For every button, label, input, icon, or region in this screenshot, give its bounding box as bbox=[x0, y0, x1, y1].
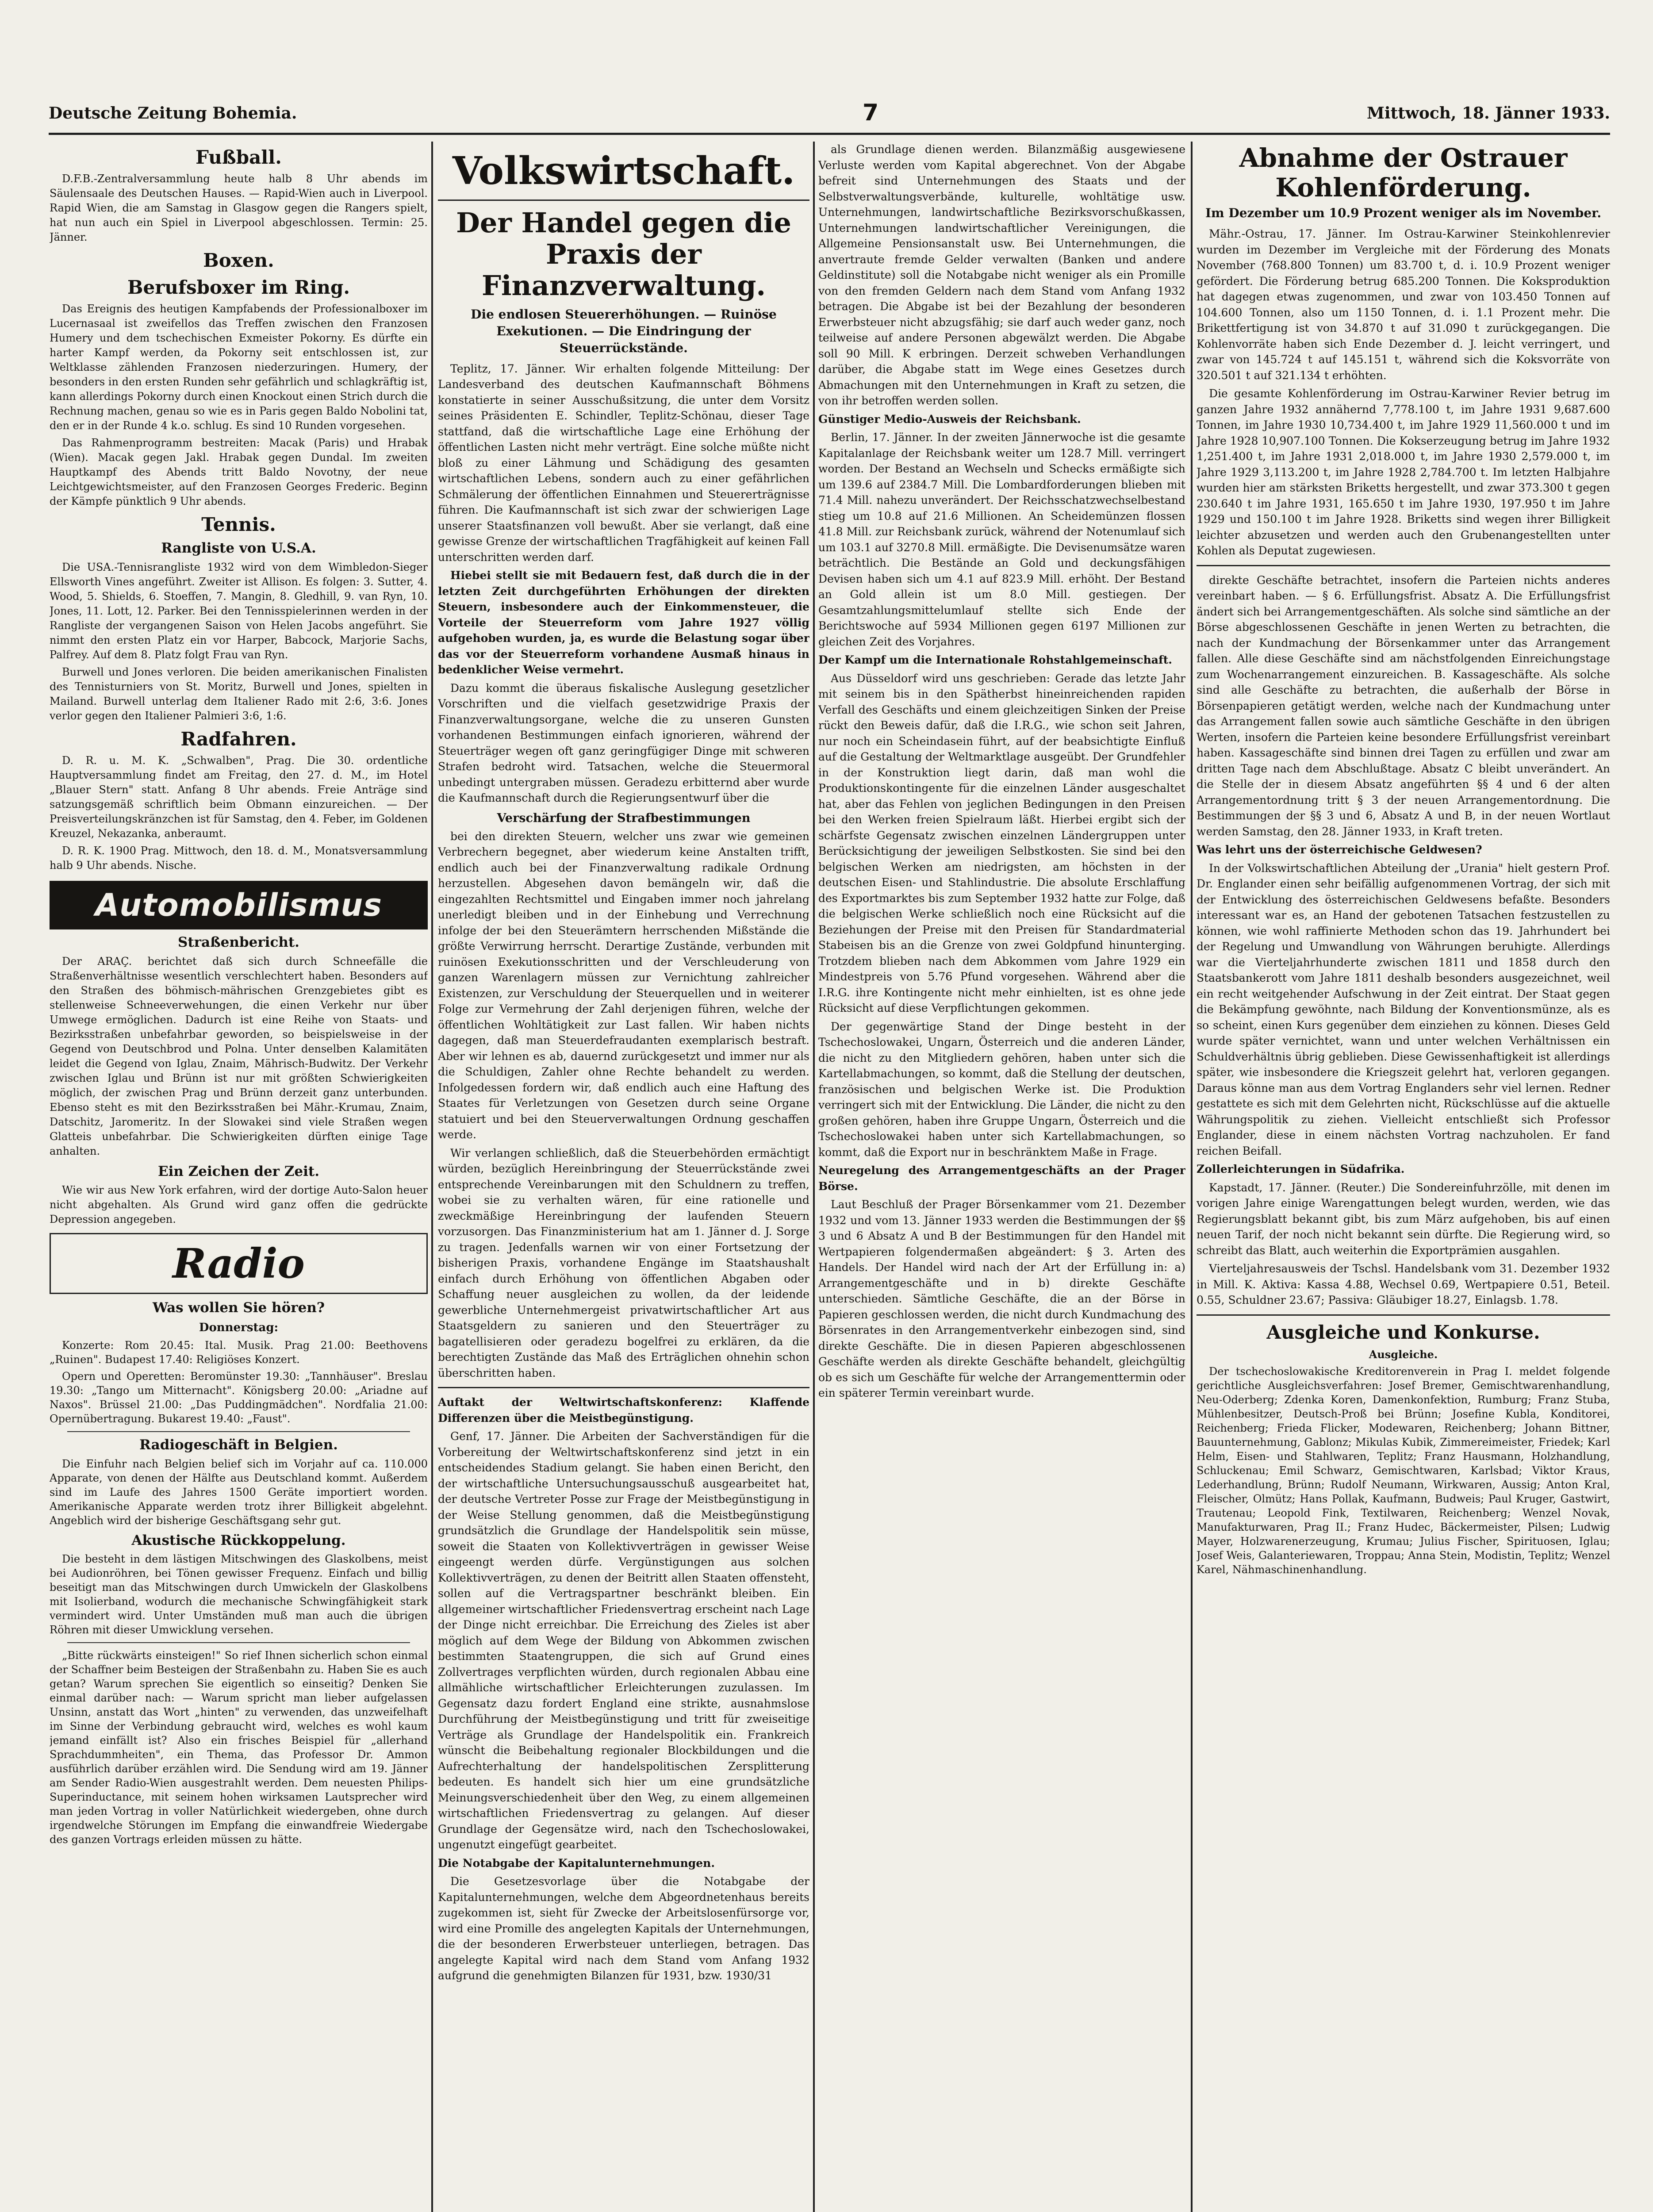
headline-notabgabe: Die Notabgabe der Kapitalunternehmungen. bbox=[438, 1856, 715, 1870]
headline-rangliste: Rangliste von U.S.A. bbox=[161, 540, 316, 557]
article-body: Der gegenwärtige Stand der Dinge besteht in der Tschechoslowakei, Ungarn, Österreich und die anderen Länder, die nicht zu den Mitgliedern gehören, haben unter sich die Kartellabmachungen, so kommt, daß die Stellung der deutschen, französischen und belgischen Werke ist. Die Produktion verringert sich mit der Entwicklung. Die Länder, die nicht zu den großen gehören, haben ihre Gruppe Ungarn, Österreich und die Tschechoslowakei haben unter sich Kartellabmachungen, so kommt, daß die Export nur in beschränktem Maße in Frage. bbox=[818, 1020, 1185, 1159]
section-divider bbox=[438, 200, 809, 201]
article-zeichen-der-zeit: Wie wir aus New York erfahren, wird der dortige Auto-Salon heuer nicht abgehalten. Als Grund wird ganz offen die gedrückte Depression angegeben. bbox=[50, 1184, 428, 1226]
article-body: Der tschechoslowakische Kreditorenverein in Prag I. meldet folgende gerichtliche Ausgleichsverfahren: Josef Bremer, Gemischtwarenhandlung, Neu-Oderberg; Zdenka Koren, Damenkonfektion, Rumburg; Franz Stuba, Mühlenbesitzer, Deutsch-Proß bei Brünn; Josefine Kubla, Konditorei, Reichenberg; Frieda Flicker, Modewaren, Reichenberg; Johann Bittner, Bauunternehmung, Gablonz; Mikulas Kubik, Zimmereimeister, Friedek; Karl Helm, Eisen- und Stahlwaren, Teplitz; Franz Hausmann, Holzhandlung, Schluckenau; Emil Schwarz, Gemischtwaren, Karlsbad; Viktor Kraus, Lederhandlung, Brünn; Rudolf Neumann, Wirkwaren, Aussig; Anton Kral, Fleischer, Olmütz; Hans Pollak, Kaufmann, Budweis; Paul Kruger, Gastwirt, Trautenau; Leopold Fink, Textilwaren, Reichenberg; Wenzel Novak, Manufakturwaren, Prag II.; Franz Hudec, Bäckermeister, Pilsen; Ludwig Mayer, Holzwarenerzeugung, Krumau; Julius Fischer, Spirituosen, Iglau; Josef Weis, Galanteriewaren, Troppau; Anna Stein, Modistin, Teplitz; Wenzel Karel, Nähmaschinenhandlung. bbox=[1197, 1365, 1610, 1576]
article-body: Die Gesetzesvorlage über die Notabgabe der Kapitalunternehmungen, welche dem Abgeordnetenhaus bereits zugekommen ist, sieht für Zwecke der Arbeitslosenfürsorge vor, wird eine Promille des angelegten Kapitals der Unternehmungen, die der besonderen Erwerbsteuer unterliegen, betragen. Das angelegte Kapital wird nach dem Stand vom Anfang 1932 aufgrund die genehmigten Bilanzen für 1931, bzw. 1930/31 bbox=[438, 1875, 809, 1982]
radio-section-box bbox=[50, 1233, 428, 1294]
section-banner-automobilismus: Automobilismus bbox=[50, 881, 428, 929]
article-akustische-rueckkoppelung: Die besteht in dem lästigen Mitschwingen des Glaskolbens, meist bei Audionröhren, bei Tönen gewisser Frequenz. Einfach und billig beseitigt man das Mitschwingen durch Umwickeln der Glaskolbens mit Isolierband, wodurch die mechanische Schwingfähigkeit stark vermindert wird. Unter Umständen muß man auch die übrigen Röhren mit dieser Umwicklung versehen. bbox=[50, 1553, 428, 1636]
article-body: Dazu kommt die überaus fiskalische Auslegung gesetzlicher Vorschriften und die vielfach gesetzwidrige Praxis der Finanzverwaltungsorgane, welche die zu unseren Gunsten vorhandenen Bestimmungen einfach ignorieren, während der Steuerträger wegen oft ganz geringfügiger Dinge mit schweren Strafen bedroht wird. Tatsachen, welche die Steuermoral unbedingt untergraben müssen. Geradezu erbitternd aber wurde die Kaufmannschaft durch die Regierungsentwurf über die bbox=[438, 681, 809, 805]
column-divider bbox=[431, 142, 433, 2212]
radio-opern: Opern und Operetten: Beromünster 19.30: „Tannhäuser". Breslau 19.30: „Tango um Mitternacht". Königsberg 20.00: „Ariadne auf Naxos". Brüssel 21.00: „Das Puddingmädchen". Nordfalia 21.00: Opernübertragung. Bukarest 19.40: „Faust". bbox=[50, 1370, 428, 1425]
article-tennis-1: Die USA.-Tennisrangliste 1932 wird von dem Wimbledon-Sieger Ellsworth Vines angeführt. Zweiter ist Allison. Es folgen: 3. Sutter, 4. Wood, 5. Shields, 6. Stoeffen, 7. Mangin, 8. Gledhill, 9. van Ryn, 10. Jones, 11. Lott, 12. Parker. Bei den Tennisspielerinnen werden in der Rangliste der vergangenen Saison von Helen Jacobs angeführt. Sie nimmt den ersten Platz ein vor Harper, Babcock, Marjorie Sachs, Palfrey. Auf dem 8. Platz folgt Frau van Ryn. bbox=[50, 561, 428, 661]
article-body: In der Volkswirtschaftlichen Abteilung der „Urania" hielt gestern Prof. Dr. Englander einen sehr beifällig aufgenommenen Vortrag, der sich mit der Entwicklung des österreichischen Geldwesens befaßte. Besonders interessant war es, an Hand der gebotenen Tatsachen festzustellen zu können, wie wohl raffinierte Methoden schon das 19. Jahrhundert bei der Regelung und Umwandlung von Währungen beruhigte. Allerdings war die Vierteljahrhunderte zwischen 1811 und 1858 durch den Staatsbankerott vom Jahre 1811 deshalb besonders ausgezeichnet, weil ein recht weitgehender Aufschwung in der Zeit eintrat. Der Staat gegen die Bekämpfung gewöhnte, nach Bildung der Konventionsmünze, als es so scheint, einen Kurs gegenüber dem einziehen zu können. Dieses Geld wurde später vernichtet, wann und unter welchen Verhältnissen ein Schuldverhältnis übrig geblieben. Diese Gewissenhaftigkeit ist allerdings später, wie insbesondere die Kriegszeit gelehrt hat, verloren gegangen. Daraus könne man aus dem Vortrag Englanders sehr viel lernen. Redner gestattete es sich mit dem Gelehrten nicht, Rückschlüsse auf die aktuelle Währungspolitik zu ziehen. Vielleicht entschließt sich Professor Englander, diese in einem nächsten Vortrag nachzuholen. Er fand reichen Beifall. bbox=[1197, 861, 1610, 1157]
section-title-fussball: Fußball. bbox=[196, 146, 282, 168]
section-title-ausgleiche-konkurse: Ausgleiche und Konkurse. bbox=[1266, 1321, 1540, 1343]
subheading-ausgleiche: Ausgleiche. bbox=[1369, 1348, 1438, 1361]
column-ostrau-ausgleiche bbox=[1197, 142, 1610, 2212]
article-body: Vierteljahresausweis der Tschsl. Handelsbank vom 31. Dezember 1932 in Mill. K. Aktiva: Kassa 4.88, Wechsel 0.69, Wertpapiere 0.51, Beteil. 0.55, Schuldner 23.67; Passiva: Gläubiger 18.27, Einlagsb. 1.78. bbox=[1197, 1262, 1610, 1307]
article-body: Genf, 17. Jänner. Die Arbeiten der Sachverständigen für die Vorbereitung der Weltwirtschaftskonferenz sind jetzt in ein entscheidendes Stadium gelangt. Sie haben einen Bericht, den der wirtschaftliche Untersuchungsausschuß ausgearbeitet hat, der deutsche Vertreter Posse zur Frage der Meistbegünstigung in der Weise Stellung genommen, daß die Meistbegünstigung grundsätzlich die Grundlage der Handelspolitik sein müsse, soweit die Staaten von Kollektivverträgen in gewisser Weise eingeengt werden dürfe. Vergünstigungen aus solchen Kollektivverträgen, zu denen der Beitritt allen Staaten offensteht, sollen auf die Vertragspartner beschränkt bleiben. Ein allgemeiner wirtschaftlicher Friedensvertrag erscheint nach Lage der Dinge nicht erreichbar. Die Erreichung des Zieles ist aber möglich auf dem Wege der Bildung von Abkommen zwischen bestimmten Staatengruppen, die sich auf Grund eines Zollvertrages verpflichten würden, durch regionalen Abbau eine allmähliche wirtschaftlicher Erleichterungen zuzulassen. Im Gegensatz dazu fordert England eine strikte, ausnahmslose Durchführung der Meistbegünstigung und tritt für zweiseitige Verträge als Grundlage der Handelspolitik ein. Frankreich wünscht die Beibehaltung regionaler Blockbildungen und die Aufrechterhaltung der handelspolitischen Zersplitterung bedeuten. Es handelt sich hier um eine grundsätzliche Meinungsverschiedenheit über den Weg, zu einem allgemeinen wirtschaftlichen Friedensvertrag zu gelangen. Auf dieser Grundlage der Gegensätze wird, nach den Tschechoslowakei, ungenutzt eingefügt gearbeitet. bbox=[438, 1430, 809, 1851]
subheading-strafbestimmungen: Verschärfung der Strafbestimmungen bbox=[497, 811, 751, 825]
section-divider bbox=[67, 1642, 410, 1643]
headline-geldwesen: Was lehrt uns der österreichische Geldwesen? bbox=[1197, 843, 1482, 856]
column-sports-radio bbox=[50, 142, 428, 2212]
headline-arrangementgeschaeft: Neuregelung des Arrangementgeschäfts an der Prager Börse. bbox=[818, 1164, 1185, 1193]
article-boxen-2: Das Rahmenprogramm bestreiten: Macak (Paris) und Hrabak (Wien). Macak gegen Jakl. Hrabak gegen Dundal. Im zweiten Hauptkampf des Abends tritt Baldo Novotny, der neue Leichtgewichtsmeister, auf den Franzosen Georges Frederic. Beginn der Kämpfe pünktlich 9 Uhr abends. bbox=[50, 436, 428, 507]
headline-berufsboxer: Berufsboxer im Ring. bbox=[127, 276, 350, 298]
page-header bbox=[49, 100, 1610, 135]
article-body: direkte Geschäfte betrachtet, insofern die Parteien nichts anderes vereinbart haben. — § 6. Erfüllungsfrist. Absatz A. Die Erfüllungsfrist ändert sich bei Arrangementgeschäften. Als solche sind sämtliche an der Börse abgeschlossenen Geschäfte in jenen Werten zu betrachten, die nach der Kundmachung der Börsenkammer unter das Arrangement fallen. Alle diese Geschäfte sind am nächstfolgenden Einreichungstage zum Wochenarrangement einzureichen. B. Kassageschäfte. Als solche sind alle Geschäfte zu betrachten, die außerhalb der Börse in Börsenpapieren getätigt werden, welche nach der Kundmachung unter das Arrangement fallen sowie auch sämtliche Geschäfte in den übrigen Werten, insofern die Parteien keine besondere Erfüllungsfrist vereinbart haben. Kassageschäfte sind binnen drei Tagen zu erfüllen und zwar am dritten Tage nach dem Abschlußtage. Absatz C bleibt unverändert. An die Stelle der in diesem Absatz angeführten §§ 4 und 6 der alten Arrangementordnung tritt § 3 der neuen Arrangementordnung. Die Bestimmungen der §§ 3 und 6, Absatz A und B, in der neuen Wortlaut werden Samstag, den 28. Jänner 1933, in Kraft treten. bbox=[1197, 573, 1610, 838]
radio-konzerte: Konzerte: Rom 20.45: Ital. Musik. Prag 21.00: Beethovens „Ruinen". Budapest 17.40: Religiöses Konzert. bbox=[50, 1339, 428, 1366]
section-title-boxen: Boxen. bbox=[203, 250, 274, 272]
article-tennis-2: Burwell und Jones verloren. Die beiden amerikanischen Finalisten des Tennisturniers von St. Moritz, Burwell und Jones, spielten in Mailand. Burwell unterlag dem Italiener Rado mit 2:6, 3:6. Jones verlor gegen den Italiener Palmieri 3:6, 1:6. bbox=[50, 665, 428, 722]
article-radfahren-2: D. R. K. 1900 Prag. Mittwoch, den 18. d. M., Monatsversammlung halb 9 Uhr abends. Nische. bbox=[50, 845, 428, 872]
article-body: Aus Düsseldorf wird uns geschrieben: Gerade das letzte Jahr mit seinem bis in den Spätherbst hineinreichenden rapiden Verfall des Geschäfts und einem gleichzeitigen Sinken der Preise rückt den Beweis dafür, daß die I.R.G., wie schon seit Jahren, nur noch ein Scheindasein führt, auf der beabsichtigte Einfluß auf die Gestaltung der Weltmarktlage ausgeübt. Der Grundfehler in der Konstruktion liegt darin, daß man wohl die Produktionskontingente für die einzelnen Länder ausgeschaltet hat, aber das Fehlen von jeglichen Bedingungen in den Preisen bei den Werken freien Spielraum läßt. Hierbei ergibt sich der schärfste Gegensatz zwischen einzelnen Ländergruppen unter Berücksichtigung der jeweiligen Selbstkosten. Sie sind bei den belgischen Werken am niedrigsten, am höchsten in der deutschen Eisen- und Stahlindustrie. Die absolute Erschlaffung des Exportmarktes bis zum September 1932 hatte zur Folge, daß die belgischen Werke schließlich noch eine Rücksicht auf die Beziehungen der Preise mit den Preisen für Standardmaterial Stabeisen bis an die Grenze von zwei Goldpfund hinunterging. Trotzdem blieben nach dem Abkommen vom Jahre 1929 ein Mindestpreis von 5.76 Pfund vorgesehen. Während aber die I.R.G. ihre Kontingente nicht mehr einhielten, ist es ohne jede Rücksicht auf diese Verpflichtungen gekommen. bbox=[818, 672, 1185, 1014]
article-lead: Die endlosen Steuererhöhungen. — Ruinöse Exekutionen. — Die Eindringung der Steuerrückstände. bbox=[471, 307, 777, 355]
article-body: bei den direkten Steuern, welcher uns zwar wie gemeinen Verbrechern begegnet, aber wiederum keine Anstalten trifft, endlich auch bei der Finanzverwaltung radikale Ordnung herzustellen. Abgesehen davon bemängeln wir, daß die eingezahlten Rechtsmittel und Eingaben immer noch jahrelang unerledigt bleiben und in der Einhebung und Verrechnung infolge der bei den Steuerämtern herrschenden Mißstände die größte Verwirrung herrscht. Derartige Zustände, verbunden mit ruinösen Exekutionsschritten und der Verschleuderung von ganzen Warenlagern müssen zur Vernichtung zahlreicher Existenzen, zur Verschuldung der Steuerquellen und in weiterer Folge zur Vermehrung der Zahl derjenigen führen, welche der öffentlichen Wohltätigkeit zur Last fallen. Wir haben nichts dagegen, daß man Steuerdefraudanten exemplarisch bestraft. Aber wir lehnen es ab, dauernd zurückgesetzt und immer nur als die Schuldigen, Zahler ohne Rechte behandelt zu werden. Infolgedessen fordern wir, daß endlich auch eine Haftung des Staates für Verletzungen von Gesetzen durch seine Organe statuiert und bei den Steuerverwaltungen Ordnung geschaffen werde. bbox=[438, 830, 809, 1141]
headline-rohstahlgemeinschaft: Der Kampf um die Internationale Rohstahlgemeinschaft. bbox=[818, 653, 1172, 666]
column-divider bbox=[1191, 142, 1193, 2212]
headline-suedafrika: Zollerleichterungen in Südafrika. bbox=[1197, 1163, 1405, 1176]
header-newspaper-name: Deutsche Zeitung Bohemia. bbox=[49, 104, 297, 123]
section-title-volkswirtschaft: Volkswirtschaft. bbox=[452, 149, 795, 193]
article-fussball: D.F.B.-Zentralversammlung heute halb 8 Uhr abends im Säulensaale des Deutschen Hauses. — Rapid-Wien auch in Liverpool. Rapid Wien, die am Samstag in Glasgow gegen die Rangers spielt, hat nun auch ein Spiel in Liverpool abgeschlossen. Termin: 25. Jänner. bbox=[50, 173, 428, 244]
article-body: Teplitz, 17. Jänner. Wir erhalten folgende Mitteilung: Der Landesverband des deutschen Kaufmannschaft Böhmens konstatierte in seiner Ausschußsitzung, die unter dem Vorsitz seines Präsidenten E. Schindler, Teplitz-Schönau, dieser Tage stattfand, daß die wirtschaftliche Lage eine Erhöhung der öffentlichen Lasten nicht mehr verträgt. Eine solche müßte nicht bloß zu einer Lähmung und Schädigung des gesamten wirtschaftlichen Lebens, sondern auch zu einer gefährlichen Schmälerung der öffentlichen Einnahmen und Steuererträgnisse führen. Die Kaufmannschaft ist sich zwar der schwierigen Lage unserer Staatsfinanzen voll bewußt. Aber sie verlangt, daß eine gewisse Grenze der wirtschaftlichen Tragfähigkeit auf keinen Fall unterschritten werden darf. bbox=[438, 362, 809, 564]
article-body: Die gesamte Kohlenförderung im Ostrau-Karwiner Revier betrug im ganzen Jahre 1932 annähernd 7,778.100 t, im Jahre 1931 9,687.600 Tonnen, im Jahre 1930 10,734.400 t, im Jahre 1929 11,560.000 t und im Jahre 1928 10,907.100 Tonnen. Die Kokserzeugung betrug im Jahre 1932 1,251.400 t, im Jahre 1931 2,018.000 t, im Jahre 1930 2,579.000 t, im Jahre 1929 3,113.200 t, im Jahre 1928 2,784.700 t. Im letzten Halbjahre wurden hier am stärksten Briketts hergestellt, und zwar 373.300 t gegen 230.640 t im Jahre 1931, 165.650 t im Jahre 1930, 197.950 t im Jahre 1929 und 150.100 t im Jahre 1928. Briketts sind wegen ihrer Billigkeit leichter abzusetzen und werden auch den Grubenangestellten unter Kohlen als Deputat zugewiesen. bbox=[1197, 387, 1610, 557]
column-divider bbox=[813, 142, 815, 2212]
section-divider bbox=[67, 1431, 410, 1432]
section-divider bbox=[1197, 565, 1610, 566]
article-radfahren-1: D. R. u. M. K. „Schwalben", Prag. Die 30. ordentliche Hauptversammlung findet am Freitag, den 27. d. M., im Hotel „Blauer Stern" statt. Anfang 8 Uhr abends. Freie Anträge sind satzungsgemäß schriftlich beim Obmann einzureichen. — Der Preisverteilungskränzchen ist für Samstag, den 4. Feber, im Goldenen Kreuzel, Nekazanka, anberaumt. bbox=[50, 754, 428, 840]
headline-zeichen-der-zeit: Ein Zeichen der Zeit. bbox=[157, 1163, 320, 1179]
article-body: als Grundlage dienen werden. Bilanzmäßig ausgewiesene Verluste werden vom Kapital abgerechnet. Von der Abgabe befreit sind Unternehmungen des Staats und der Selbstverwaltungsverbände, kulturelle, wohltätige usw. Unternehmungen, landwirtschaftliche Bezirksvorschußkassen, Unternehmungen landwirtschaftlicher Vereinigungen, die Allgemeine Pensionsanstalt usw. Bei Unternehmungen, die anvertraute fremde Gelder verwalten (Banken und andere Geldinstitute) soll die Notabgabe nicht weniger als ein Promille von den fremden Geldern nach dem Stand vom Anfang 1932 betragen. Die Abgabe ist bei der Bezahlung der besonderen Erwerbsteuer nicht abzugsfähig; sie darf auch weder ganz, noch teilweise auf andere Personen abgewälzt werden. Die Abgabe soll 90 Mill. K erbringen. Derzeit schweben Verhandlungen darüber, die Abgabe statt im Wege eines Gesetzes durch Abmachungen mit den Unternehmungen in Kraft zu setzen, die von ihr betroffen werden sollen. bbox=[818, 143, 1185, 407]
article-lead: Im Dezember um 10.9 Prozent weniger als im November. bbox=[1205, 206, 1602, 221]
article-radiogeschaeft-belgien: Die Einfuhr nach Belgien belief sich im Vorjahr auf ca. 110.000 Apparate, von denen der Hälfte aus Deutschland kommt. Außerdem sind im Laufe des Jahres 1500 Geräte importiert worden. Amerikanische Apparate werden trotz ihrer Billigkeit abgelehnt. Angeblich wird der bisherige Geschäftsgang sehr gut. bbox=[50, 1457, 428, 1527]
headline-strassenbericht: Straßenbericht. bbox=[178, 934, 299, 951]
article-body: Laut Beschluß der Prager Börsenkammer vom 21. Dezember 1932 und vom 13. Jänner 1933 werden die Bestimmungen der §§ 3 und 6 Absatz A und B der Bestimmungen für den Handel mit Wertpapieren folgendermaßen abgeändert: § 3. Arten des Handels. Der Handel wird nach der Art der Erfüllung in: a) Arrangementgeschäfte und in b) direkte Geschäfte unterschieden. Sämtliche Geschäfte, die an der Börse in Papieren geschlossen werden, die nicht durch Kundmachung des Börsenrates in den Arrangementverkehr einbezogen sind, sind direkte Geschäfte. Die in diesen Papieren abgeschlossenen Geschäfte werden als direkte Geschäfte behandelt, gleichgültig ob es sich um Geschäfte für welche der Arrangementtermin oder ein späterer Termin vereinbart wurde. bbox=[818, 1198, 1185, 1399]
article-bitte-rueckwaerts: „Bitte rückwärts einsteigen!" So rief Ihnen sicherlich schon einmal der Schaffner beim Besteigen der Straßenbahn zu. Haben Sie es auch getan? Warum sprechen Sie eigentlich so einseitig? Denken Sie einmal darüber nach: — Warum spricht man lieber aufgelassen Unsinn, anstatt das Wort „hinten" zu verwenden, das unzweifelhaft im Sinne der Verbindung gebraucht wird, welches es wohl kaum jemand einfällt ist? Also ein frisches Beispiel für „allerhand Sprachdummheiten", ein Thema, das Professor Dr. Ammon ausführlich darüber erzählen wird. Die Sendung wird am 19. Jänner am Sender Radio-Wien ausgestrahlt werden. Dem neuesten Philips-Superinductance, mit seinem hohen wirksamen Lautsprecher wird man jeden Vortrag in voller Natürlichkeit wiedergeben, ohne durch irgendwelche Störungen im Empfang die einwandfreie Wiedergabe des ganzen Vortrags erleiden müssen zu hätte. bbox=[50, 1649, 428, 1846]
article-body: Berlin, 17. Jänner. In der zweiten Jännerwoche ist die gesamte Kapitalanlage der Reichsbank weiter um 128.7 Mill. verringert worden. Der Bestand an Wechseln und Schecks ermäßigte sich um 139.6 auf 2384.7 Mill. Die Lombardforderungen blieben mit 71.4 Mill. nahezu unverändert. Der Reichsschatzwechselbestand stieg um 10.8 auf 21.6 Millionen. An Scheidemünzen flossen 41.8 Mill. zur Reichsbank zurück, während der Notenumlauf sich um 103.1 auf 3270.8 Mill. ermäßigte. Die Devisenumsätze waren beträchtlich. Die Bestände an Gold und deckungsfähigen Devisen haben sich um 4.1 auf 823.9 Mill. erhöht. Der Bestand an Gold allein ist um 8.0 Mill. gestiegen. Der Gesamtzahlungsmittelumlauf stellte sich Ende der Berichtswoche auf 5934 Millionen gegen 6197 Millionen zur gleichen Zeit des Vorjahres. bbox=[818, 431, 1185, 648]
article-body: Hiebei stellt sie mit Bedauern fest, daß durch die in der letzten Zeit durchgeführten Erhöhungen der direkten Steuern, insbesondere auch der Einkommensteuer, die Vorteile der Steuerreform vom Jahre 1927 völlig aufgehoben wurden, ja, es wurde die Belastung sogar über das vor der Steuerreform vorhandene Ausmaß hinaus in bedenklicher Weise vermehrt. bbox=[438, 569, 809, 676]
header-rule bbox=[49, 133, 1610, 135]
section-divider bbox=[438, 1387, 809, 1388]
header-date: Mittwoch, 18. Jänner 1933. bbox=[1367, 104, 1610, 123]
section-title-radfahren: Radfahren. bbox=[180, 728, 297, 750]
column-economics-continued bbox=[818, 142, 1185, 2212]
section-title-tennis: Tennis. bbox=[201, 513, 276, 535]
article-body: Kapstadt, 17. Jänner. (Reuter.) Die Sondereinfuhrzölle, mit denen im vorigen Jahre einige Warengattungen belegt wurden, werden, wie das Regierungsblatt bekannt gibt, bis zum März aufgehoben, bis auf einen neuen Tarif, der noch nicht bekannt sein dürfte. Die Regierung wird, so schreibt das Blatt, auch weiterhin die Exportprämien ausgahlen. bbox=[1197, 1181, 1610, 1257]
headline-was-wollen-sie-hoeren: Was wollen Sie hören? bbox=[152, 1300, 325, 1316]
section-divider bbox=[1197, 1314, 1610, 1316]
headline-weltwirtschaftskonferenz: Auftakt der Weltwirtschaftskonferenz: Klaffende Differenzen über die Meistbegünstigung. bbox=[438, 1396, 809, 1425]
article-boxen-1: Das Ereignis des heutigen Kampfabends der Professionalboxer im Lucernasaal ist zweifellos das Treffen zwischen den Franzosen Humery und dem tschechischen Exmeister Pokorny. Es dürfte ein harter Kampf werden, da Pokorny seit entschlossen ist, zur Weltklasse zählenden Franzosen niederzuringen. Humery, der besonders in den ersten Runden sehr gefährlich und schlagkräftig ist, kann allerdings Pokorny durch einen Knockout einen Strich durch die Rechnung machen, genau so wie es in Paris gegen Baldo Nobolini tat, den er in der Runde 4 k.o. schlug. Es sind 10 Runden vorgesehen. bbox=[50, 302, 428, 432]
article-body: Wir verlangen schließlich, daß die Steuerbehörden ermächtigt würden, bezüglich Hereinbringung der Steuerrückstände zwei entsprechende Vereinbarungen mit den Schuldnern zu treffen, wobei sie zu verhalten wären, für eine rationelle und zweckmäßige Hereinbringung der laufenden Steuern vorzusorgen. Das Finanzministerium hat am 1. Jänner d. J. Sorge zu tragen. Jedenfalls warnen wir von einer Fortsetzung der bisherigen Praxis, vorhandene Engänge im Staatshaushalt einfach durch Erhöhung von öffentlichen Abgaben oder Schaffung neuer ausgleichen zu wollen, da der leidende gewerbliche Unternehmergeist privatwirtschaftlicher Art aus Staatsgeldern zu sanieren und den Steuerträger zu bagatellisieren oder geradezu bogelfrei zu erklären, da die berechtigten Zustände das Maß des Erträglichen ohnehin schon überschritten haben. bbox=[438, 1146, 809, 1379]
column-volkswirtschaft bbox=[438, 142, 809, 2212]
radio-day-label: Donnerstag: bbox=[199, 1321, 279, 1335]
headline-radiogeschaeft-belgien: Radiogeschäft in Belgien. bbox=[139, 1436, 338, 1453]
section-title-radio: Radio bbox=[173, 1240, 305, 1288]
headline-akustische-rueckkoppelung: Akustische Rückkoppelung. bbox=[131, 1532, 346, 1548]
article-strassenbericht: Der ARAÇ. berichtet daß sich durch Schneefälle die Straßenverhältnisse wesentlich verschlechtert haben. Besonders auf den Straßen des böhmisch-mährischen Grenzgebietes gibt es stellenweise Schneeverwehungen, die einen Verkehr nur über Umwege ermöglichen. Dadurch ist eine Reihe von Staats- und Bezirksstraßen unbefahrbar geworden, so beispielsweise in der Gegend von Deutschbrod und Polna. Unter denselben Kalamitäten leidet die Gegend von Iglau, Znaim, Mährisch-Budwitz. Der Verkehr zwischen Iglau und Brünn ist nur mit größten Schwierigkeiten möglich, der zwischen Prag und Brünn derzeit ganz unterbunden. Ebenso steht es mit den Bezirksstraßen bei Mähr.-Krumau, Znaim, Datschitz, Jaromeritz. In der Slowakei sind viele Straßen wegen Glatteis unbefahrbar. Die Schwierigkeiten dürften einige Tage anhalten. bbox=[50, 955, 428, 1157]
headline-handel-finanzverwaltung: Der Handel gegen die Praxis der Finanzverwaltung. bbox=[456, 206, 791, 302]
header-page-number: 7 bbox=[863, 100, 879, 126]
headline-reichsbank: Günstiger Medio-Ausweis der Reichsbank. bbox=[818, 412, 1081, 426]
article-body: Mähr.-Ostrau, 17. Jänner. Im Ostrau-Karwiner Steinkohlenrevier wurden im Dezember im Vergleiche mit der Förderung des Monats November (768.800 Tonnen) um 83.700 t, d. i. 10.9 Prozent weniger gefördert. Die Förderung betrug 685.200 Tonnen. Die Koksproduktion hat dagegen etwas zugenommen, und zwar von 103.450 Tonnen auf 104.600 Tonnen, also um 1150 Tonnen, d. i. 1.1 Prozent mehr. Die Brikettfertigung ist von 34.870 t auf 31.090 t zurückgegangen. Die Kohlenvorräte haben sich Ende Dezember d. J. leicht verringert, und zwar von 145.724 t auf 145.151 t, während sich die Koksvorräte von 320.501 t auf 321.134 t erhöhten. bbox=[1197, 227, 1610, 382]
headline-ostrauer-kohlenfoerderung: Abnahme der Ostrauer Kohlenförderung. bbox=[1239, 143, 1568, 203]
